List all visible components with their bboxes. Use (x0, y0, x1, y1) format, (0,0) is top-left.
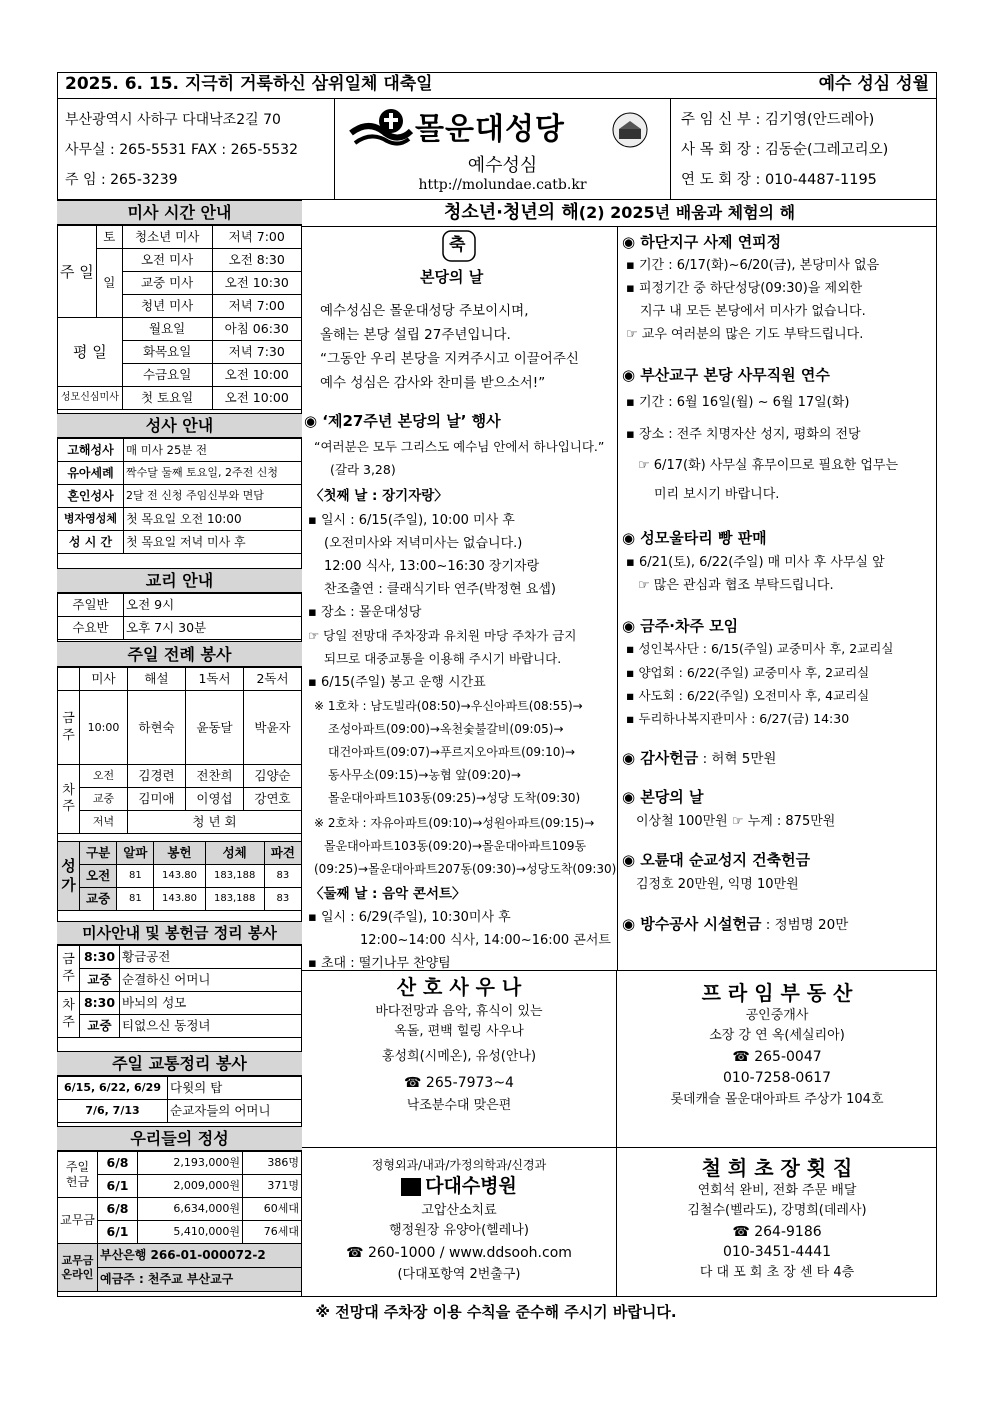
table-cell: 차주 (58, 992, 80, 1038)
table-cell: 2달 전 신청 주임신부와 면담 (124, 485, 302, 508)
pastor: 주 임 신 부 : 김기영(안드레아) (681, 112, 875, 128)
badge-text: 축 (449, 235, 466, 255)
text-line: ▪ 피정기간 중 하단성당(09:30)을 제외한 (626, 281, 863, 296)
waterproof-offering: ◉ 방수공사 시설헌금 : 정범명 20만 (622, 915, 849, 933)
table-cell: 주일 헌금 (58, 1152, 98, 1198)
text-line: ▪ 장소 : 전주 치명자산 성지, 평화의 전당 (626, 427, 861, 442)
text-line: 고압산소치료 (421, 1202, 497, 1218)
table-cell: 오전 9시 (124, 594, 302, 617)
table-cell: 83 (264, 865, 301, 888)
table-cell: 윤동달 (186, 691, 244, 765)
table-cell: 고해성사 (58, 439, 124, 462)
council-president: 사 목 회 장 : 김동순(그레고리오) (681, 142, 889, 158)
text-line: ▪ 6/15(주일) 봉고 운행 시간표 (308, 675, 486, 690)
text-line: 옥돌, 편백 힐링 사우나 (394, 1024, 524, 1040)
mass-times-table (57, 225, 302, 410)
liturgy-table (57, 667, 302, 834)
hospital-name: 다대수병원 (302, 1175, 616, 1199)
table-cell: 부산은행 266-01-000072-2 (98, 1244, 302, 1268)
text-line: 지구 내 모든 본당에서 미사가 없습니다. (640, 304, 866, 319)
table-cell: 청년 미사 (122, 295, 212, 318)
sacrament-table (57, 438, 302, 554)
text-line: ☞ 많은 관심과 협조 부탁드립니다. (638, 578, 834, 593)
text-line: 대건아파트(09:07)→푸르지오아파트(09:10)→ (328, 745, 576, 759)
text-line: 올해는 본당 설립 27주년입니다. (320, 327, 511, 343)
table-cell: 교중 (80, 1015, 120, 1038)
table-cell: 파견 (264, 842, 301, 865)
text-line: 찬조출연 : 클래식기타 연주(박정현 요셉) (324, 582, 556, 597)
day2-title: 〈둘째 날 : 음악 콘서트〉 (310, 886, 466, 902)
text-line: ☞ 6/17(화) 사무실 휴무이므로 필요한 업무는 (638, 458, 899, 473)
text-line: 소장 강 연 옥(세실리아) (709, 1028, 845, 1044)
table-cell: 주일반 (58, 594, 124, 617)
table-cell: 미사 (80, 668, 128, 691)
text-line: 010-7258-0617 (722, 1070, 832, 1086)
table-cell: 371명 (242, 1175, 301, 1198)
table-cell: 청소년 미사 (122, 226, 212, 249)
table-cell: 교중 미사 (122, 272, 212, 295)
table-cell: 6/1 (98, 1221, 138, 1244)
table-cell: 전찬희 (186, 765, 244, 788)
text-line: ▪ 양업회 : 6/22(주일) 교중미사 후, 2교리실 (626, 665, 870, 680)
month-theme: 예수 성심 성월 (818, 74, 929, 95)
text-line: ▪ 6/21(토), 6/22(주일) 매 미사 후 사무실 앞 (626, 555, 885, 570)
sacrament-heading: 성사 안내 (57, 413, 302, 438)
table-cell: 60세대 (242, 1198, 301, 1221)
text-line: 프 라 임 부 동 산 (701, 981, 853, 1005)
thanks-offering: ◉ 감사헌금 : 허혁 5만원 (622, 749, 777, 767)
table-cell: 183,188 (205, 865, 264, 888)
website-link[interactable]: http://molundae.catb.kr (418, 177, 587, 193)
table-cell: 월요일 (122, 318, 212, 341)
table-cell: 알파 (117, 842, 154, 865)
table-cell: 교무금 (58, 1198, 98, 1244)
table-cell: 183,188 (205, 888, 264, 911)
weekday-label: 평 일 (58, 318, 123, 387)
table-cell: 교무금 온라인 (58, 1244, 98, 1292)
table-cell: 성가 (58, 842, 80, 911)
table-cell: 저녁 7:30 (212, 341, 302, 364)
table-cell: 봉헌 (154, 842, 205, 865)
table-cell: 6/8 (98, 1152, 138, 1175)
text-line: 이상철 100만원 ☞ 누계 : 875만원 (636, 814, 836, 829)
table-cell: 다윗의 탑 (168, 1077, 302, 1100)
text-line: 예수성심은 몰운대성당 주보이시며, (320, 303, 529, 319)
day1-title: 〈첫째 날 : 장기자랑〉 (310, 488, 448, 504)
table-cell: 81 (117, 865, 154, 888)
text-line: 미리 보시기 바랍니다. (654, 487, 780, 502)
text-line: (다대포항역 2번출구) (397, 1266, 521, 1282)
staff-training-heading: ◉ 부산교구 본당 사무직원 연수 (622, 366, 830, 384)
table-cell: 수요반 (58, 617, 124, 640)
text-line: 김정호 20만원, 익명 10만원 (636, 877, 799, 892)
text-line: 010-3451-4441 (722, 1244, 832, 1260)
text-line: ☞ 교우 여러분의 많은 기도 부탁드립니다. (626, 327, 864, 342)
table-cell: 오전 8:30 (212, 249, 302, 272)
table-cell: 첫 목요일 저녁 미사 후 (124, 531, 302, 554)
left-column (57, 200, 302, 1297)
table-cell: 2독서 (244, 668, 302, 691)
text-line: 예수 성심은 감사와 찬미를 받으소서!” (320, 375, 546, 391)
text-line: 행정원장 유양아(헬레나) (389, 1223, 529, 1238)
table-cell: 성 시 간 (58, 531, 124, 554)
text-line: 홍성희(시메온), 유성(안나) (381, 1048, 537, 1064)
footer-notice: ※ 전망대 주차장 이용 수칙을 준수해 주시기 바랍니다. (315, 1303, 677, 1321)
table-cell: 김양순 (244, 765, 302, 788)
text-line: ☞ 당일 전망대 주차장과 유치원 마당 주차가 금지 (308, 628, 577, 643)
table-cell: 화목요일 (122, 341, 212, 364)
text-line: ▪ 일시 : 6/15(주일), 10:00 미사 후 (308, 513, 515, 528)
hospital-logo-icon (401, 1178, 421, 1196)
text-line[interactable]: ☎ 260-1000 / www.ddsooh.com (346, 1245, 572, 1262)
address: 부산광역시 사하구 다대낙조2길 70 (65, 112, 281, 128)
donations-heading: 우리들의 정성 (57, 1126, 302, 1151)
text-line: ☎ 264-9186 (732, 1223, 822, 1240)
table-cell: 유아세례 (58, 462, 124, 485)
table-cell: 오전 10:00 (212, 364, 302, 387)
text-line: 다 대 포 회 초 장 센 타 4층 (699, 1264, 855, 1280)
text-line: 산 호 사 우 나 (396, 975, 522, 999)
table-cell: 10:00 (80, 691, 128, 765)
text-line: 연회석 완비, 전화 주문 배달 (697, 1183, 857, 1198)
table-cell: 81 (117, 888, 154, 911)
leaders (670, 99, 937, 199)
table-cell: 구분 (80, 842, 117, 865)
text-line: ▪ 일시 : 6/29(주일), 10:30미사 후 (308, 910, 511, 925)
text-line: ▪ 기간 : 6월 16일(월) ~ 6월 17일(화) (626, 395, 850, 410)
table-cell: 예금주 : 천주교 부산교구 (98, 1268, 302, 1292)
table-cell: 황금공전 (120, 946, 302, 969)
catechism-heading: 교리 안내 (57, 568, 302, 593)
offering-heading: 미사안내 및 봉헌금 정리 봉사 (57, 921, 302, 945)
ad-hospital (302, 1147, 617, 1297)
table-cell: 8:30 (80, 946, 120, 969)
table-cell: 티없으신 동정녀 (120, 1015, 302, 1038)
retreat-heading: ◉ 하단지구 사제 연피정 (622, 233, 782, 251)
text-line: “여러분은 모두 그리스도 예수님 안에서 하나입니다.” (314, 439, 605, 454)
middle-column (302, 200, 617, 970)
text-line: ☎ 265-0047 (732, 1048, 822, 1065)
patron: 예수성심 (467, 155, 538, 176)
parish-day-title: 본당의 날 (420, 268, 484, 286)
table-cell: 짝수달 둘째 토요일, 2주전 신청 (124, 462, 302, 485)
right-column (617, 227, 937, 970)
pastor-phone: 주 임 : 265-3239 (65, 172, 178, 188)
table-cell: 6/8 (98, 1198, 138, 1221)
church-emblem-icon (349, 107, 413, 147)
table-cell: 오전 10:30 (212, 272, 302, 295)
title-bar (57, 72, 937, 99)
text-line: ▪ 두리하나복지관미사 : 6/27(금) 14:30 (626, 711, 850, 726)
office-phone: 사무실 : 265-5531 FAX : 265-5532 (65, 142, 298, 158)
table-cell: 오전 10:00 (212, 387, 302, 410)
text-line: ▪ 사도회 : 6/22(주일) 오전미사 후, 4교리실 (626, 688, 870, 703)
table-cell: 7/6, 7/13 (58, 1100, 168, 1123)
traffic-heading: 주일 교통정리 봉사 (57, 1051, 302, 1076)
table-cell: 143.80 (154, 865, 205, 888)
table-cell: 5,410,000원 (138, 1221, 243, 1244)
text-line: ▪ 초대 : 떨기나무 찬양팀 (308, 956, 451, 971)
martyr-shrine-heading: ◉ 오륜대 순교성지 건축헌금 (622, 851, 811, 869)
table-cell: 성체 (205, 842, 264, 865)
text-line: ※ 1호차 : 남도빌라(08:50)→우신아파트(08:55)→ (314, 699, 583, 713)
table-cell: 386명 (242, 1152, 301, 1175)
table-cell: 2,193,000원 (138, 1152, 243, 1175)
table-cell: 오전 미사 (122, 249, 212, 272)
meetings-heading: ◉ 금주·차주 모임 (622, 617, 739, 635)
issue-title: 2025. 6. 15. 지극히 거룩하신 삼위일체 대축일 (65, 74, 433, 95)
table-cell: 수금요일 (122, 364, 212, 387)
table-cell: 143.80 (154, 888, 205, 911)
text-line: 철 희 초 장 횟 집 (701, 1156, 853, 1180)
table-cell: 오후 7시 30분 (124, 617, 302, 640)
table-cell: 청 년 회 (128, 811, 302, 834)
table-cell: 저녁 (80, 811, 128, 834)
church-contact (57, 99, 335, 199)
table-cell: 금주 (58, 691, 80, 765)
bread-sale-heading: ◉ 성모울타리 빵 판매 (622, 529, 767, 547)
catechism-table (57, 593, 302, 640)
table-cell: 이영섭 (186, 788, 244, 811)
table-cell: 아침 06:30 (212, 318, 302, 341)
text-line: “그동안 우리 본당을 지켜주시고 이끌어주신 (320, 351, 579, 367)
choir-table (57, 841, 302, 911)
offering-table (57, 945, 302, 1038)
table-cell: 오전 (80, 865, 117, 888)
table-cell: 일 (96, 249, 122, 318)
table-cell (58, 668, 80, 691)
table-cell: 순교자들의 어머니 (168, 1100, 302, 1123)
table-cell: 해설 (128, 668, 186, 691)
table-cell: 하현숙 (128, 691, 186, 765)
prayer-president: 연 도 회 장 : 010-4487-1195 (681, 172, 877, 188)
text-line: 김철수(벨라도), 강명희(데레사) (687, 1203, 867, 1219)
event-heading: ◉ ‘제27주년 본당의 날’ 행사 (304, 412, 501, 430)
table-cell: 교중 (80, 788, 128, 811)
table-cell: 김미애 (128, 788, 186, 811)
mass-times-heading: 미사 시간 안내 (57, 200, 302, 225)
table-cell: 교중 (80, 969, 120, 992)
table-cell: 성모신심미사 (58, 387, 123, 410)
text-line: 조성아파트(09:00)→옥천숯불갈비(09:05)→ (328, 722, 564, 736)
church-logo-block (335, 99, 670, 199)
table-cell: 순결하신 어머니 (120, 969, 302, 992)
table-cell: 혼인성사 (58, 485, 124, 508)
liturgy-heading: 주일 전례 봉사 (57, 641, 302, 667)
text-line: 12:00~14:00 식사, 14:00~16:00 콘서트 (360, 933, 611, 948)
text-line: ※ 2호차 : 자유아파트(09:10)→성원아파트(09:15)→ (314, 816, 595, 830)
table-cell: 첫 토요일 (122, 387, 212, 410)
header (57, 99, 937, 200)
text-line: (09:25)→몰운대아파트207동(09:30)→성당도착(09:30) (314, 862, 617, 876)
table-cell: 차주 (58, 765, 80, 834)
table-cell: 박윤자 (244, 691, 302, 765)
table-cell: 금주 (58, 946, 80, 992)
table-cell: 병자영성체 (58, 508, 124, 531)
table-cell: 오전 (80, 765, 128, 788)
text-line: 낙조분수대 맞은편 (406, 1098, 512, 1114)
sunday-label: 주 일 (58, 226, 97, 318)
text-line: (오전미사와 저녁미사는 없습니다.) (324, 536, 523, 551)
table-cell: 6/1 (98, 1175, 138, 1198)
parish-day-gift-heading: ◉ 본당의 날 (622, 788, 704, 806)
table-cell: 첫 목요일 오전 10:00 (124, 508, 302, 531)
church-name: 몰운대성당 (415, 112, 565, 147)
text-line: 공인중개사 (745, 1008, 809, 1023)
table-cell: 저녁 7:00 (212, 226, 302, 249)
text-line: ▪ 기간 : 6/17(화)~6/20(금), 본당미사 없음 (626, 258, 880, 273)
text-line: ▪ 장소 : 몰운대성당 (308, 605, 422, 620)
table-cell: 76세대 (242, 1221, 301, 1244)
ad-realestate (617, 970, 937, 1147)
text-line: 바다전망과 음악, 휴식이 있는 (375, 1004, 543, 1019)
table-cell: 83 (264, 888, 301, 911)
text-line: (갈라 3,28) (330, 462, 396, 477)
text-line: ☎ 265-7973~4 (404, 1074, 514, 1091)
table-cell: 6/15, 6/22, 6/29 (58, 1077, 168, 1100)
text-line: 롯데캐슬 몰운대아파트 주상가 104호 (670, 1091, 884, 1107)
church-building-icon (611, 111, 649, 149)
text-line: 되므로 대중교통을 이용해 주시기 바랍니다. (324, 651, 562, 666)
text-line: ▪ 성인복사단 : 6/15(주일) 교중미사 후, 2교리실 (626, 641, 894, 656)
donations-table (57, 1151, 302, 1292)
ad-restaurant (617, 1147, 937, 1297)
traffic-table (57, 1076, 302, 1123)
table-cell: 저녁 7:00 (212, 295, 302, 318)
text-line: 동사무소(09:15)→농협 앞(09:20)→ (328, 768, 521, 782)
text-line: 12:00 식사, 13:00~16:30 장기자랑 (324, 559, 540, 574)
table-cell: 교중 (80, 888, 117, 911)
table-cell: 2,009,000원 (138, 1175, 243, 1198)
text-line: 정형외과/내과/가정의학과/신경과 (371, 1158, 547, 1172)
table-cell: 김경련 (128, 765, 186, 788)
table-cell: 매 미사 25분 전 (124, 439, 302, 462)
text-line: 몰운대아파트103동(09:25)→성당 도착(09:30) (328, 791, 581, 805)
table-cell: 강연호 (244, 788, 302, 811)
text-line: 몰운대아파트103동(09:20)→몰운대아파트109동 (324, 839, 587, 853)
table-cell: 1독서 (186, 668, 244, 691)
ad-sauna (302, 970, 617, 1147)
table-cell: 토 (96, 226, 122, 249)
table-cell: 6,634,000원 (138, 1198, 243, 1221)
year-theme-band: 청소년·청년의 해(2) 2025년 배움과 체험의 해 (302, 200, 937, 227)
table-cell: 바뇌의 성모 (120, 992, 302, 1015)
table-cell: 8:30 (80, 992, 120, 1015)
